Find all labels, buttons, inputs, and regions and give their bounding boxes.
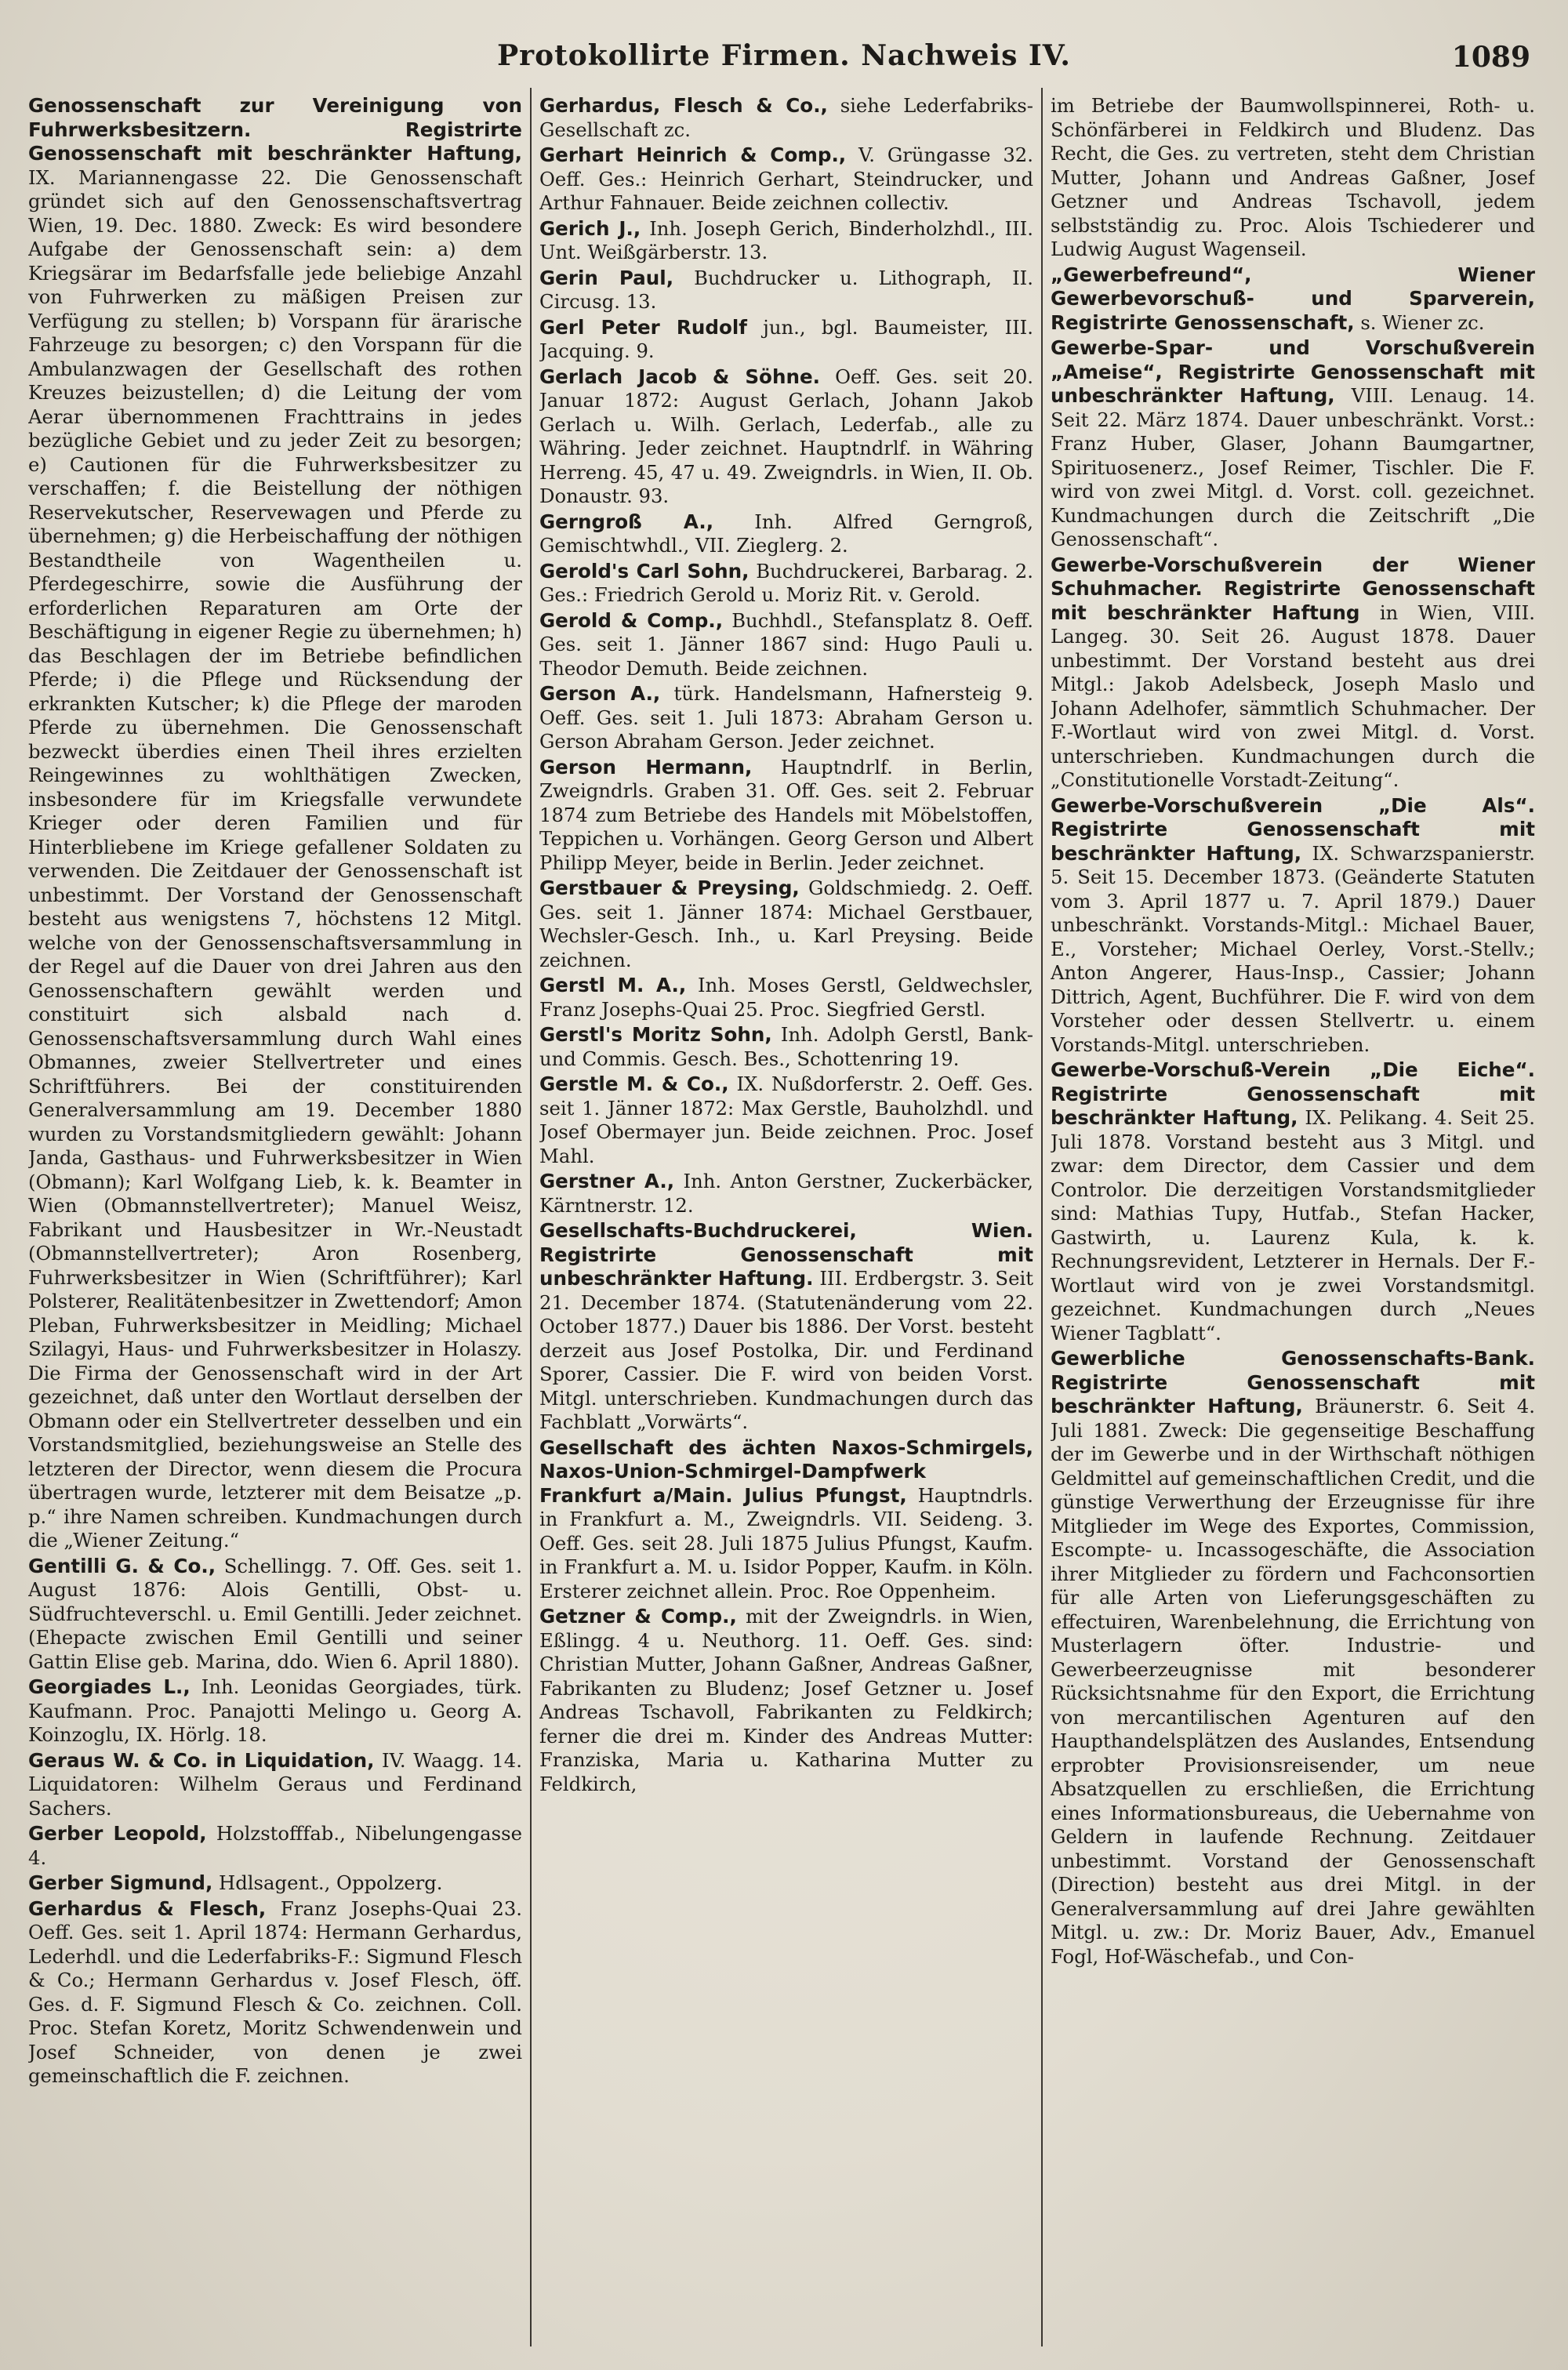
directory-entry xyxy=(539,365,1033,509)
firm-name: Gewerbe-Vorschußverein „Die Als“. Registrirte Genossenschaft mit beschränkter Haftung, xyxy=(1051,793,1535,865)
directory-entry xyxy=(539,1023,1033,1071)
firm-details: im Betriebe der Baumwollspinnerei, Roth- u. Schönfärberei in Feldkirch und Bludenz. Das Recht, die Ges. zu vertreten, steht dem Christian Mutter, Johann und Andreas Gaßner, Josef Getzner und Andreas Tschavoll, jedem selbstständig zu. Proc. Alois Tschiederer und Ludwig August Wagenseil. xyxy=(1051,94,1535,260)
directory-entry xyxy=(539,217,1033,265)
firm-details: VIII. Lenaug. 14. Seit 22. März 1874. Dauer unbeschränkt. Vorst.: Franz Huber, Glaser, Johann Baumgartner, Spirituosenerz., Josef Reimer, Tischler. Die F. wird von zwei Mitgl. d. Vorst. coll. gezeichnet. Kundmachungen durch die Zeitschrift „Die Genossenschaft“. xyxy=(1051,384,1535,550)
directory-entry xyxy=(539,682,1033,754)
firm-details: Hauptndrlf. in Berlin, Zweigndrls. Graben 31. Off. Ges. seit 2. Februar 1874 zum Betriebe des Handels mit Möbelstoffen, Teppichen u. Vorhängen. Georg Gerson und Albert Philipp Meyer, beide in Berlin. Jeder zeichnet. xyxy=(539,755,1033,874)
directory-entry xyxy=(1051,1058,1535,1345)
directory-entry xyxy=(1051,1347,1535,1969)
firm-name: Gerich J., xyxy=(539,216,641,240)
firm-name: Gerstl's Moritz Sohn, xyxy=(539,1023,772,1046)
directory-entry xyxy=(539,267,1033,314)
directory-entry xyxy=(539,756,1033,876)
directory-entry xyxy=(1051,263,1535,336)
running-title: Protokollirte Firmen. Nachweis IV. xyxy=(497,39,1071,72)
firm-details: Buchhdl., Stefansplatz 8. Oeff. Ges. seit 1. Jänner 1867 sind: Hugo Pauli u. Theodor Demuth. Beide zeichnen. xyxy=(539,608,1033,680)
firm-name: Gerson Hermann, xyxy=(539,755,753,779)
firm-details: IX. Nußdorferstr. 2. Oeff. Ges. seit 1. Jänner 1872: Max Gerstle, Bauholzhdl. und Josef Obermayer jun. Beide zeichnen. Proc. Josef Mahl. xyxy=(539,1072,1033,1167)
firm-name: Gerson A., xyxy=(539,682,661,705)
column-divider xyxy=(530,88,532,2346)
directory-entry xyxy=(539,94,1033,142)
firm-details: mit der Zweigndrls. in Wien, Eßlingg. 4 u. Neuthorg. 11. Oeff. Ges. sind: Christian Mutter, Johann Gaßner, Andreas Gaßner, Fabrikanten zu Bludenz; Josef Getzner u. Josef Andreas Tschavoll, Fabrikanten zu Feldkirch; ferner die drei m. Kinder des Andreas Mutter: Franziska, Maria u. Katharina Mutter zu Feldkirch, xyxy=(539,1605,1033,1795)
page-header xyxy=(0,34,1568,82)
directory-entry xyxy=(539,877,1033,972)
firm-name: Gerhart Heinrich & Comp., xyxy=(539,143,847,166)
firm-details: Buchdruckerei, Barbarag. 2. Ges.: Friedrich Gerold u. Moriz Rit. v. Gerold. xyxy=(539,559,1033,606)
firm-name: Gerl Peter Rudolf xyxy=(539,315,748,339)
firm-name: Gerlach Jacob & Söhne. xyxy=(539,365,820,388)
directory-entry xyxy=(1051,553,1535,793)
firm-details: Holzstofffab., Nibelungengasse 4. xyxy=(28,1822,522,1869)
directory-entry xyxy=(539,974,1033,1022)
directory-entry xyxy=(1051,336,1535,552)
firm-name: „Gewerbefreund“, Wiener Gewerbevorschuß- und Sparverein, Registrirte Genossenschaft, xyxy=(1051,263,1535,334)
firm-details: Hdlsagent., Oppolzerg. xyxy=(219,1871,443,1894)
directory-entry xyxy=(28,1555,522,1675)
firm-details: s. Wiener zc. xyxy=(1360,310,1485,334)
firm-name: Gesellschaft des ächten Naxos-Schmirgels, Naxos-Union-Schmirgel-Dampfwerk Frankfurt a/Main. Julius Pfungst, xyxy=(539,1435,1033,1507)
firm-name: Gerold & Comp., xyxy=(539,608,724,632)
firm-name: Getzner & Comp., xyxy=(539,1605,737,1628)
firm-name: Gerber Leopold, xyxy=(28,1822,207,1845)
firm-details: Goldschmiedg. 2. Oeff. Ges. seit 1. Jänner 1874: Michael Gerstbauer, Wechsler-Gesch. Inh., u. Karl Preysing. Beide zeichnen. xyxy=(539,877,1033,971)
firm-name: Gerhardus & Flesch, xyxy=(28,1896,267,1920)
firm-details: in Wien, VIII. Langeg. 30. Seit 26. August 1878. Dauer unbestimmt. Der Vorstand besteht aus drei Mitgl.: Jakob Adelsbeck, Joseph Maslo und Johann Adelhofer, sämmtlich Schuhmacher. Der F.-Wortlaut wird von zwei Mitgl. d. Vorst. unterschrieben. Kundmachungen durch die „Constitutionelle Vorstadt-Zeitung“. xyxy=(1051,601,1535,791)
firm-details: Schellingg. 7. Off. Ges. seit 1. August 1876: Alois Gentilli, Obst- u. Südfruchteverschl. u. Emil Gentilli. Jeder zeichnet. (Ehepacte zwischen Emil Gentilli und seiner Gattin Elise geb. Marina, ddo. Wien 6. April 1880). xyxy=(28,1554,522,1673)
firm-name: Georgiades L., xyxy=(28,1675,191,1698)
firm-details: Inh. Leonidas Georgiades, türk. Kaufmann. Proc. Panajotti Melingo u. Georg A. Koinzoglu, IX. Hörlg. 18. xyxy=(28,1675,522,1746)
firm-name: Gerstner A., xyxy=(539,1170,675,1192)
directory-entry xyxy=(539,1436,1033,1604)
directory-entry xyxy=(539,560,1033,608)
column-divider xyxy=(1041,88,1043,2346)
firm-details: Buchdrucker u. Lithograph, II. Circusg. 13. xyxy=(539,266,1033,313)
directory-entry xyxy=(539,143,1033,216)
directory-entry xyxy=(539,609,1033,681)
firm-name: Gewerbliche Genossenschafts-Bank. Registrirte Genossenschaft mit beschränkter Haftung, xyxy=(1051,1347,1535,1417)
firm-name: Gewerbe-Spar- und Vorschußverein „Ameise“, Registrirte Genossenschaft mit unbeschränkter Haftung, xyxy=(1051,336,1535,407)
firm-details: Franz Josephs-Quai 23. Oeff. Ges. seit 1. April 1874: Hermann Gerhardus, Lederhdl. und die Lederfabriks-F.: Sigmund Flesch & Co.; Hermann Gerhardus v. Josef Flesch, öff. Ges. d. F. Sigmund Flesch & Co. zeichnen. Coll. Proc. Stefan Koretz, Moritz Schwendenwein und Josef Schneider, von denen je zwei gemeinschaftlich die F. zeichnen. xyxy=(28,1896,522,2087)
firm-name: Genossenschaft zur Vereinigung von Fuhrwerksbesitzern. Registrirte Genossenschaft mit beschränkter Haftung, xyxy=(28,94,522,165)
firm-details: Inh. Joseph Gerich, Binderholzhdl., III. Unt. Weißgärberstr. 13. xyxy=(539,216,1033,263)
firm-details: siehe Lederfabriks-Gesellschaft zc. xyxy=(539,94,1033,141)
firm-name: Gewerbe-Vorschuß-Verein „Die Eiche“. Registrirte Genossenschaft mit beschränkter Haftung, xyxy=(1051,1058,1535,1129)
column-1 xyxy=(28,94,522,2350)
firm-details: III. Erdbergstr. 3. Seit 21. December 1874. (Statutenänderung vom 22. October 1877.) Dauer bis 1886. Der Vorst. besteht derzeit aus Josef Postolka, Dir. und Ferdinand Sporer, Cassier. Die F. wird von beiden Vorst. Mitgl. unterschrieben. Kundmachungen durch das Fachblatt „Vorwärts“. xyxy=(539,1267,1033,1433)
firm-name: Gerhardus, Flesch & Co., xyxy=(539,94,828,117)
directory-entry xyxy=(28,1675,522,1748)
firm-details: türk. Handelsmann, Hafnersteig 9. Oeff. Ges. seit 1. Juli 1873: Abraham Gerson u. Gerson Abraham Gerson. Jeder zeichnet. xyxy=(539,682,1033,753)
firm-details: Inh. Adolph Gerstl, Bank- und Commis. Gesch. Bes., Schottenring 19. xyxy=(539,1023,1033,1070)
column-3 xyxy=(1051,94,1535,2350)
firm-details: Inh. Anton Gerstner, Zuckerbäcker, Kärntnerstr. 12. xyxy=(539,1170,1033,1217)
directory-entry xyxy=(539,1170,1033,1218)
firm-name: Gerngroß A., xyxy=(539,510,714,533)
directory-entry xyxy=(28,1897,522,2089)
firm-name: Gewerbe-Vorschußverein der Wiener Schuhmacher. Registrirte Genossenschaft mit beschränkter Haftung xyxy=(1051,553,1535,624)
directory-entry xyxy=(539,1605,1033,1796)
firm-details: Bräunerstr. 6. Seit 4. Juli 1881. Zweck: Die gegenseitige Beschaffung der im Gewerbe und in der Wirthschaft nöthigen Geldmittel auf gemeinschaftlichen Credit, und die günstige Verwerthung der Erzeugnisse für ihre Mitglieder im Wege des Exportes, Commission, Escompte- u. Incassogeschäfte, die Association ihrer Mitglieder zu fördern und Fachconsortien für alle Arten von Lieferungsgeschäften zu effectuiren, Warenbelehnung, die Errichtung von Musterlagern öfter. Industrie- und Gewerbeerzeugnisse mit besonderer Rücksichtsnahme für den Export, die Errichtung von mercantilischen Agenturen auf den Haupthandelsplätzen des Auslandes, Entsendung erprobter Provisionsreisender, um neue Absatzquellen zu erschließen, die Errichtung eines Informationsbureaus, die Uebernahme von Geldern in laufende Rechnung. Zeitdauer unbestimmt. Vorstand der Genossenschaft (Direction) besteht aus drei Mitgl. in der Generalversammlung auf drei Jahre gewählten Mitgl. u. zw.: Dr. Moriz Bauer, Adv., Emanuel Fogl, Hof-Wäschefab., und Con- xyxy=(1051,1395,1535,1968)
directory-entry xyxy=(28,1871,522,1896)
firm-details: IX. Pelikang. 4. Seit 25. Juli 1878. Vorstand besteht aus 3 Mitgl. und zwar: dem Director, dem Cassier und dem Controlor. Die derzeitigen Vorstandsmitglieder sind: Mathias Tupy, Hutfab., Stefan Hacker, Gastwirth, u. Laurenz Kula, k. k. Rechnungsrevident, Letzterer in Hernals. Der F.-Wortlaut wird von je zwei Vorstandsmitgl. gezeichnet. Kundmachungen durch „Neues Wiener Tagblatt“. xyxy=(1051,1106,1535,1345)
firm-details: IX. Schwarzspanierstr. 5. Seit 15. December 1873. (Geänderte Statuten vom 3. April 1877 u. 7. April 1879.) Dauer unbeschränkt. Vorstands-Mitgl.: Michael Bauer, E., Vorsteher; Michael Oerley, Vorst.-Stellv.; Anton Angerer, Haus-Insp., Cassier; Johann Dittrich, Agent, Buchführer. Die F. wird von dem Vorsteher oder dessen Stellvertr. u. einem Vorstands-Mitgl. unterschrieben. xyxy=(1051,841,1535,1056)
directory-entry xyxy=(28,1822,522,1870)
firm-name: Gerstbauer & Preysing, xyxy=(539,877,800,899)
directory-entry xyxy=(1051,94,1535,262)
firm-details: Oeff. Ges. seit 20. Januar 1872: August Gerlach, Johann Jakob Gerlach u. Wilh. Gerlach, Lederfab., alle zu Währing. Jeder zeichnet. Hauptndrlf. in Währing Herreng. 45, 47 u. 49. Zweigndrls. in Wien, II. Ob. Donaustr. 93. xyxy=(539,365,1033,507)
firm-name: Gesellschafts-Buchdruckerei, Wien. Registrirte Genossenschaft mit unbeschränkter Haftung. xyxy=(539,1219,1033,1290)
firm-details: IV. Waagg. 14. Liquidatoren: Wilhelm Geraus und Ferdinand Sachers. xyxy=(28,1748,522,1820)
firm-name: Gerstl M. A., xyxy=(539,974,687,996)
directory-entry xyxy=(539,510,1033,558)
directory-entry xyxy=(28,94,522,1553)
firm-name: Gerber Sigmund, xyxy=(28,1871,213,1894)
firm-name: Gerin Paul, xyxy=(539,266,674,289)
firm-details: Inh. Moses Gerstl, Geldwechsler, Franz Josephs-Quai 25. Proc. Siegfried Gerstl. xyxy=(539,974,1033,1021)
firm-details: Inh. Alfred Gerngroß, Gemischtwhdl., VII. Zieglerg. 2. xyxy=(539,510,1033,557)
firm-name: Gentilli G. & Co., xyxy=(28,1554,216,1577)
firm-name: Gerold's Carl Sohn, xyxy=(539,559,750,583)
firm-name: Geraus W. & Co. in Liquidation, xyxy=(28,1748,375,1772)
firm-details: Hauptndrls. in Frankfurt a. M., Zweigndrls. VII. Seideng. 3. Oeff. Ges. seit 28. Juli 1875 Julius Pfungst, Kaufm. in Frankfurt a. M. u. Isidor Popper, Kaufm. in Köln. Ersterer zeichnet allein. Proc. Roe Oppenheim. xyxy=(539,1483,1033,1602)
page-number: 1089 xyxy=(1451,41,1530,74)
directory-entry xyxy=(539,316,1033,364)
directory-entry xyxy=(28,1749,522,1821)
directory-entry xyxy=(539,1072,1033,1168)
directory-entry xyxy=(1051,794,1535,1058)
column-2 xyxy=(539,94,1033,2350)
firm-details: jun., bgl. Baumeister, III. Jacquing. 9. xyxy=(539,315,1033,362)
firm-details: V. Grüngasse 32. Oeff. Ges.: Heinrich Gerhart, Steindrucker, und Arthur Fahnauer. Beide zeichnen collectiv. xyxy=(539,143,1033,214)
firm-name: Gerstle M. & Co., xyxy=(539,1072,729,1095)
firm-details: IX. Mariannengasse 22. Die Genossenschaft gründet sich auf den Genossenschaftsvertrag Wien, 19. Dec. 1880. Zweck: Es wird besondere Aufgabe der Genossenschaft sein: a) dem Kriegsärar im Bedarfsfalle jede beliebige Anzahl von Fuhrwerken zu mäßigen Preisen zur Verfügung zu stellen; b) Vorspann für ärarische Fahrzeuge zu besorgen; c) den Vorspann für die Ambulanzwagen der Gesellschaft des rothen Kreuzes beizustellen; d) die Leitung der vom Aerar übernommenen Frachttrains in jedes bezügliche Gebiet und zu jeder Zeit zu besorgen; e) Cautionen für die Fuhrwerksbesitzer zu verschaffen; f. die Beistellung der nöthigen Reservekutscher, Reservewagen und Pferde zu übernehmen; g) die Herbeischaffung der nöthigen Bestandtheile von Wagentheilen u. Pferdegeschirre, sowie die Ausführung der erforderlichen Reparaturen am Orte der Beschäftigung in eigener Regie zu übernehmen; h) das Beschlagen der im Betriebe befindlichen Pferde; i) die Pflege und Rücksendung der erkrankten Kutscher; k) die Pflege der maroden Pferde zu übernehmen. Die Genossenschaft bezweckt überdies einen Theil ihres erzielten Reingewinnes zu wohlthätigen Zwecken, insbesondere für im Kriegsfalle verwundete Krieger oder deren Familien und für Hinterbliebene im Kriege gefallener Soldaten zu verwenden. Die Zeitdauer der Genossenschaft ist unbestimmt. Der Vorstand der Genossenschaft besteht aus wenigstens 7, höchstens 12 Mitgl. welche von der Genossenschaftsversammlung in der Regel auf die Dauer von drei Jahren aus den Genossenschaftern gewählt werden und constituirt sich alsbald nach d. Genossenschaftsversammlung durch Wahl eines Obmannes, zweier Stellvertreter und eines Schriftführers. Bei der constituirenden Generalversammlung am 19. December 1880 wurden zu Vorstandsmitgliedern gewählt: Johann Janda, Gasthaus- und Fuhrwerksbesitzer in Wien (Obmann); Karl Wolfgang Lieb, k. k. Beamter in Wien (Obmannstellvertreter); Manuel Weisz, Fabrikant und Hausbesitzer in Wr.-Neustadt (Obmannstellvertreter); Aron Rosenberg, Fuhrwerksbesitzer in Wien (Schriftführer); Karl Polsterer, Realitätenbesitzer in Zwettendorf; Amon Pleban, Fuhrwerksbesitzer in Meidling; Michael Szilagyi, Haus- und Fuhrwerksbesitzer in Holaszy. Die Firma der Genossenschaft wird in der Art gezeichnet, daß unter den Wortlaut derselben der Obmann oder ein Stellvertreter desselben und ein Vorstandsmitglied, beziehungsweise an Stelle des letzteren der Director, wenn diesem die Procura übertragen wurde, letzterer mit dem Beisatze „p. p.“ ihre Namen schreiben. Kundmachungen durch die „Wiener Zeitung.“ xyxy=(28,165,522,1552)
directory-entry xyxy=(539,1219,1033,1435)
